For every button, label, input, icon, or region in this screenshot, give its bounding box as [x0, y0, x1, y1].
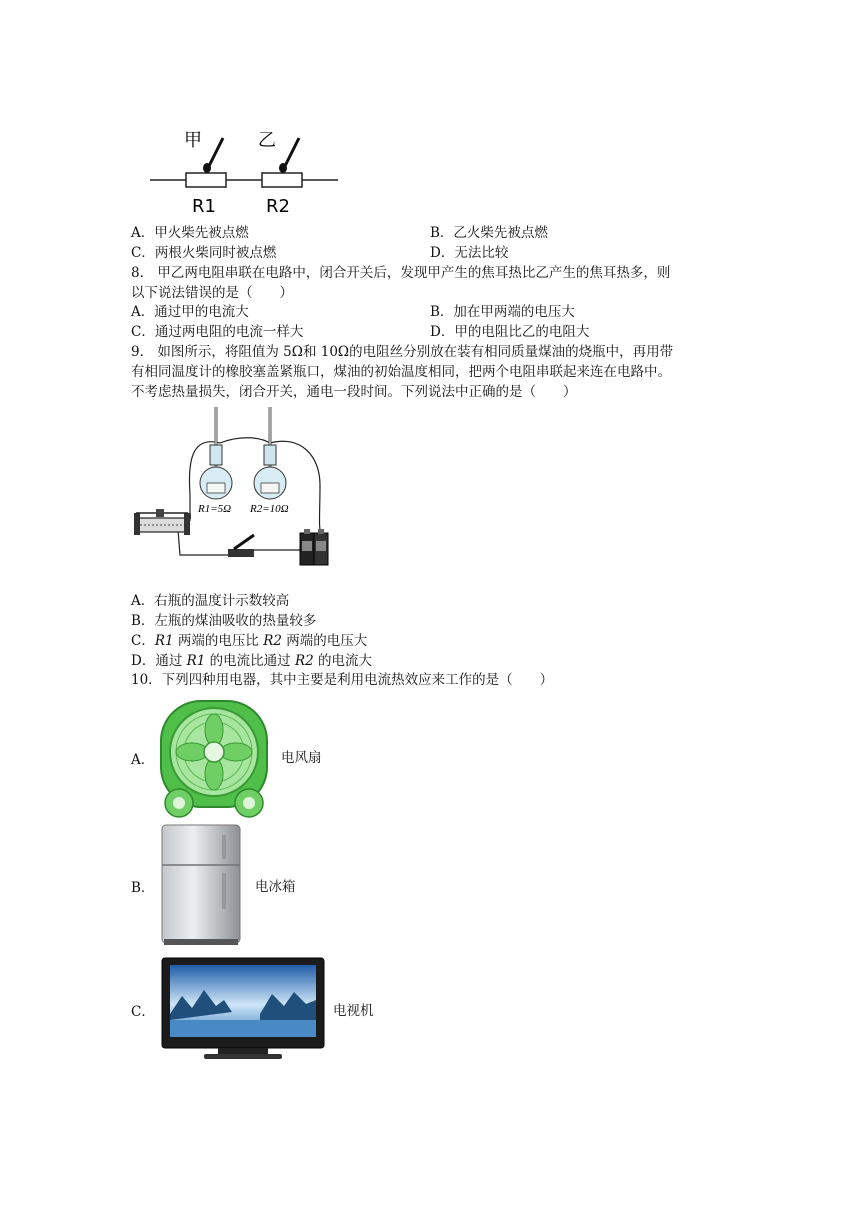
q7-option-b: B．乙火柴先被点燃	[430, 225, 548, 241]
q8-option-a: A．通过甲的电流大	[131, 304, 249, 320]
q9-option-b: B．左瓶的煤油吸收的热量较多	[131, 613, 317, 629]
q10-option-c-name: 电视机	[333, 1003, 374, 1019]
television-icon	[160, 956, 326, 1062]
q9-stem-line2: 有相同温度计的橡胶塞盖紧瓶口，煤油的初始温度相同，把两个电阻串联起来连在电路中。	[131, 364, 671, 380]
q9-stem-line1: 9． 如图所示，将阻值为 5Ω和 10Ω的电阻丝分别放在装有相同质量煤油的烧瓶中，再用带	[131, 344, 674, 360]
label-jia: 甲	[184, 130, 202, 151]
label-r1: R1	[192, 196, 216, 217]
q9-stem-line3: 不考虑热量损失，闭合开关，通电一段时间。下列说法中正确的是（ ）	[131, 384, 577, 400]
battery-icon	[300, 529, 328, 565]
r2-label: R2=10Ω	[250, 503, 289, 515]
rheostat-icon	[134, 509, 190, 535]
d-r1: R1	[186, 653, 206, 669]
q8-stem-line2: 以下说法错误的是（ ）	[131, 285, 293, 301]
q9-option-c: C．R1 两端的电压比 R2 两端的电压大	[131, 633, 368, 649]
q10-option-a-name: 电风扇	[281, 750, 322, 766]
q10-option-b-letter: B．	[131, 880, 155, 896]
label-yi: 乙	[258, 130, 276, 151]
q7-resistor-figure	[148, 120, 348, 220]
q8-option-c: C．通过两电阻的电流一样大	[131, 324, 304, 340]
q8-stem-line1: 8． 甲乙两电阻串联在电路中，闭合开关后，发现甲产生的焦耳热比乙产生的焦耳热多，则	[131, 265, 671, 281]
q7-option-a: A．甲火柴先被点燃	[131, 225, 249, 241]
q8-option-d: D．甲的电阻比乙的电阻大	[430, 324, 590, 340]
q10-option-a-letter: A．	[131, 752, 155, 768]
c-r2: R2	[263, 633, 282, 649]
q8-option-b: B．加在甲两端的电压大	[430, 304, 575, 320]
q7-option-c: C．两根火柴同时被点燃	[131, 245, 277, 261]
q9-option-d: D．通过 R1 的电流比通过 R2 的电流大	[131, 653, 373, 669]
q10-stem: 10．下列四种用电器，其中主要是利用电流热效应来工作的是（ ）	[131, 672, 554, 688]
q9-circuit-figure	[130, 405, 340, 580]
q10-option-b-name: 电冰箱	[255, 879, 296, 895]
label-r2: R2	[266, 196, 290, 217]
switch-icon	[228, 535, 254, 557]
refrigerator-icon	[160, 823, 244, 947]
q9-option-a: A．右瓶的温度计示数较高	[131, 593, 290, 609]
c-r1: R1	[154, 633, 174, 649]
d-r2: R2	[294, 653, 314, 669]
q7-option-d: D．无法比较	[430, 245, 509, 261]
electric-fan-icon	[157, 697, 272, 819]
q10-option-c-letter: C．	[131, 1004, 155, 1020]
r1-label: R1=5Ω	[198, 503, 232, 515]
